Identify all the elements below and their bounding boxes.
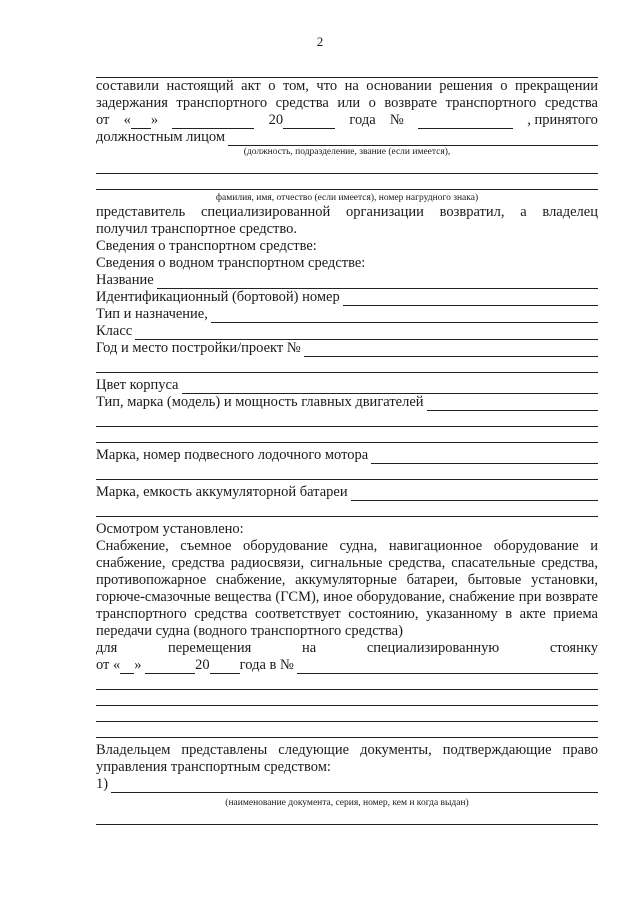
document-item-1-number: 1) (96, 776, 109, 792)
year-place-label: Год и место постройки/проект № (96, 340, 301, 356)
blank-line[interactable] (96, 411, 598, 427)
blank-line[interactable] (96, 62, 598, 78)
day-input[interactable] (131, 115, 151, 129)
blank-line[interactable] (96, 706, 598, 722)
inspection-act-number-input[interactable] (297, 659, 598, 674)
type-purpose-label: Тип и назначение, (96, 306, 208, 322)
document-item-1 (96, 776, 598, 793)
battery-label: Марка, емкость аккумуляторной батареи (96, 484, 348, 500)
hull-color-field (96, 377, 598, 394)
returned-line-2: получил транспортное средство. (96, 221, 297, 237)
battery-input[interactable] (351, 486, 598, 501)
year-word: года (349, 112, 376, 128)
act-form-body (96, 62, 598, 825)
month-input[interactable] (172, 115, 254, 129)
intro-date-line (96, 112, 598, 129)
intro-line-2: задержания транспортного средства или о возврате транспортного средства (96, 95, 598, 111)
official-label: должностным лицом (96, 129, 226, 145)
inspection-heading: Осмотром установлено: (96, 521, 244, 537)
intro-line-1: составили настоящий акт о том, что на основании решения о прекращении (96, 78, 598, 94)
vehicle-name-field (96, 272, 598, 289)
page-number: 2 (316, 34, 324, 49)
class-label: Класс (96, 323, 133, 339)
inspection-text: Снабжение, съемное оборудование судна, навигационное оборудование и снабжение, средства радиосвязи, сигнальные средства, спасательные средства, противопожарное снабжение, аккумуляторные батареи, бытовые установки, горюче-смазочные вещества (ГСМ), иное оборудование, снабжение при возврате транспортного средства соответствует состоянию, указанному в акте приема передачи судна (водного транспортного средства) (96, 538, 598, 639)
blank-line[interactable] (96, 464, 598, 480)
engines-input[interactable] (427, 396, 598, 411)
official-field (96, 129, 598, 146)
inspection-date-line: от « » 20 года в № (96, 657, 598, 674)
blank-line[interactable] (96, 674, 598, 690)
blank-line[interactable] (96, 427, 598, 443)
official-input[interactable] (228, 131, 598, 146)
documents-text: Владельцем представлены следующие документы, подтверждающие право управления транспортным средством: (96, 742, 598, 775)
blank-line[interactable] (96, 690, 598, 706)
battery-field (96, 484, 598, 501)
document-item-1-input[interactable] (111, 778, 598, 793)
engines-label: Тип, марка (модель) и мощность главных двигателей (96, 394, 424, 410)
vehicle-name-input[interactable] (157, 274, 598, 289)
inspection-year-input[interactable] (210, 660, 240, 674)
outboard-motor-field (96, 447, 598, 464)
hull-color-input[interactable] (182, 379, 599, 394)
vehicle-info-heading: Сведения о транспортном средстве: (96, 238, 317, 254)
document-hint: (наименование документа, серия, номер, кем и когда выдан) (225, 798, 469, 808)
blank-line[interactable] (96, 158, 598, 174)
day-field: « » (123, 112, 159, 128)
vehicle-name-label: Название (96, 272, 154, 288)
returned-line-1: представитель специализированной организации возвратил, а владелец (96, 204, 598, 220)
from-word: от (96, 112, 110, 128)
blank-line[interactable] (96, 722, 598, 738)
fio-hint: фамилия, имя, отчество (если имеется), номер нагрудного знака) (215, 193, 479, 203)
year-place-input[interactable] (304, 342, 598, 357)
type-purpose-field (96, 306, 598, 323)
year-field: 20 (269, 112, 336, 129)
blank-line[interactable] (96, 357, 598, 373)
id-number-field (96, 289, 598, 306)
inspection-day-input[interactable] (120, 660, 134, 674)
year-input[interactable] (283, 115, 335, 129)
hull-color-label: Цвет корпуса (96, 377, 179, 393)
year-place-field (96, 340, 598, 357)
inspection-for-line: для перемещения на специализированную стоянку (96, 640, 598, 656)
id-number-input[interactable] (343, 291, 598, 306)
id-number-label: Идентификационный (бортовой) номер (96, 289, 340, 305)
number-sign: № (389, 112, 404, 128)
blank-line[interactable] (96, 501, 598, 517)
engines-field (96, 394, 598, 411)
type-purpose-input[interactable] (211, 308, 598, 323)
blank-line[interactable] (96, 174, 598, 190)
inspection-month-input[interactable] (145, 660, 195, 674)
blank-line[interactable] (96, 809, 598, 825)
accepted-word: , принятого (527, 112, 598, 128)
water-vehicle-heading: Сведения о водном транспортном средстве: (96, 255, 366, 271)
outboard-motor-input[interactable] (371, 449, 598, 464)
outboard-motor-label: Марка, номер подвесного лодочного мотора (96, 447, 369, 463)
class-input[interactable] (135, 325, 598, 340)
class-field (96, 323, 598, 340)
position-hint: (должность, подразделение, звание (если имеется), (243, 147, 451, 157)
decision-number-input[interactable] (418, 115, 513, 129)
